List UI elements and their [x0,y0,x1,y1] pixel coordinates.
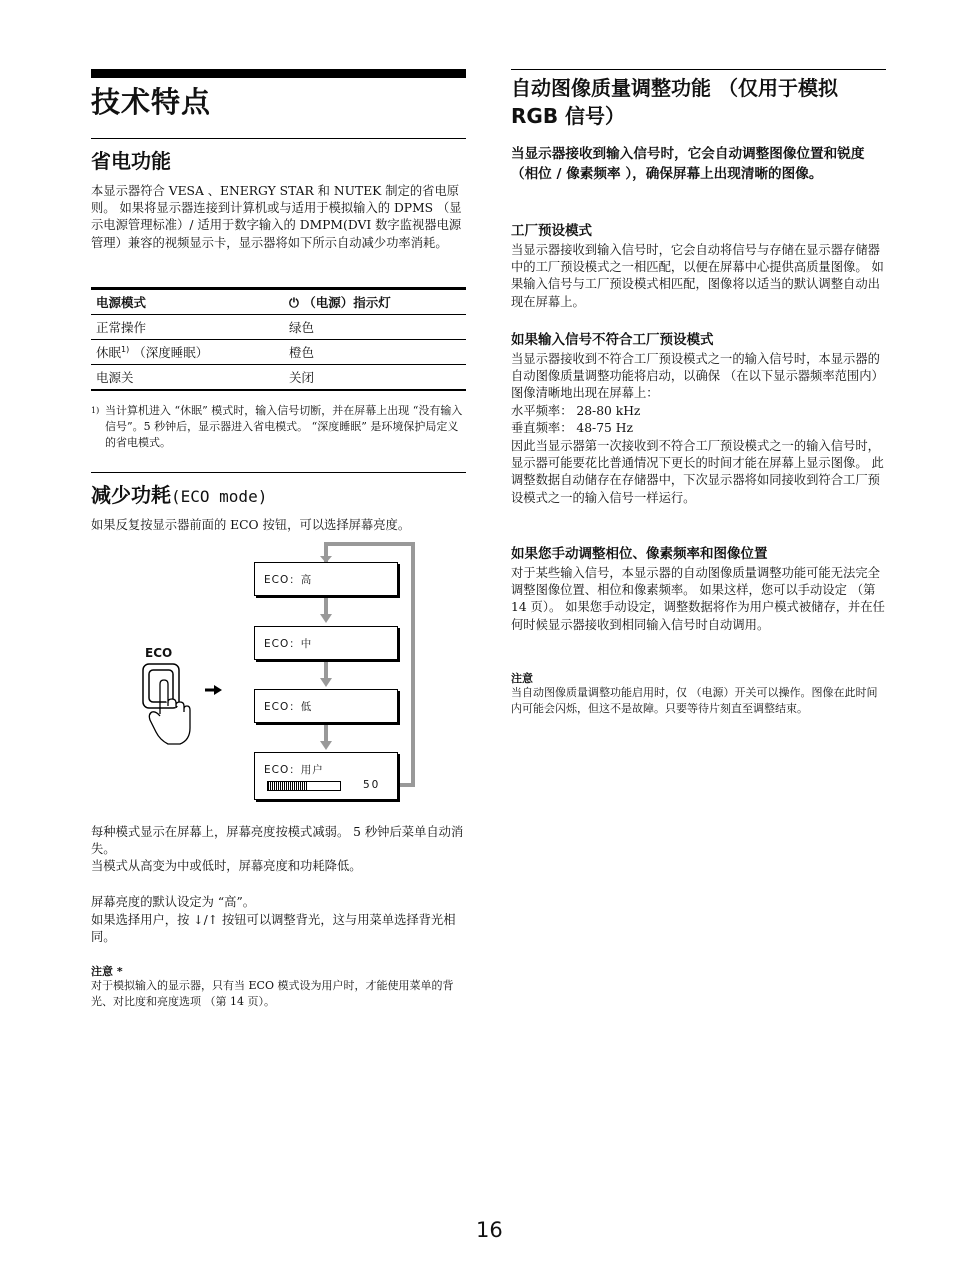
eco-mode-medium: ECO：中 [254,626,398,660]
table-cell: 正常操作 [91,315,284,340]
eco-note-title: 注意 * [91,965,123,978]
eco-intro: 如果反复按显示器前面的 ECO 按钮，可以选择屏幕亮度。 [91,518,411,532]
auto-adjust-lead: 当显示器接收到输入信号时，它会自动调整图像位置和锐度 （相位 / 像素频率 ），确保屏幕上出现清晰的图像。 [511,146,865,182]
vertical-frequency: 垂直频率： 48-75 Hz [511,421,633,435]
table-cell: 休眠$^{1)}$ （深度睡眠） [91,340,284,365]
horizontal-frequency: 水平频率： 28-80 kHz [511,404,641,418]
eco-mode-high: ECO：高 [254,562,398,596]
table-cell: 关闭 [284,365,466,391]
manual-adjust-heading: 如果您手动调整相位、像素频率和图像位置 [511,546,768,562]
eco-mode-user: ECO：用户 50 [254,752,398,800]
auto-note-title: 注意 [511,672,533,685]
table-header-indicator: ⏻ （电源）指示灯 [284,289,466,315]
table-header-mode: 电源模式 [91,289,284,315]
nonmatch-heading: 如果输入信号不符合工厂预设模式 [511,332,714,348]
table-cell: 电源关 [91,365,284,391]
eco-paragraph-3: 屏幕亮度的默认设定为 “高”。 [91,895,256,909]
power-saving-heading: 省电功能 [91,149,171,173]
eco-paragraph-4: 如果选择用户，按 ↓/↑ 按钮可以调整背光，这与用菜单选择背光相同。 [91,913,456,945]
power-icon: ⏻ [289,295,299,310]
eco-note: 对于模拟输入的显示器，只有当 ECO 模式设为用户时，才能使用菜单的背光、对比度和亮度选项 （第 14 页）。 [91,979,454,1008]
manual-adjust-text: 对于某些输入信号，本显示器的自动图像质量调整功能可能无法完全调整图像位置、相位和像素频率。 如果这样，您可以手动设定 （第 14 页）。 如果您手动设定，调整数据将作为用户模式被储存，并在任何时候显示器接收到相同输入信号时自动调用。 [511,566,885,632]
nonmatch-text-1: 当显示器接收到不符合工厂预设模式之一的输入信号时，本显示器的自动图像质量调整功能将启动，以确保 （在以下显示器频率范围内）图像清晰地出现在屏幕上： [511,352,884,401]
table-cell: 绿色 [284,315,466,340]
table-cell: 橙色 [284,340,466,365]
factory-preset-text: 当显示器接收到输入信号时，它会自动将信号与存储在显示器存储器中的工厂预设模式之一相匹配，以便在屏幕中心提供高质量图像。 如果输入信号与工厂预设模式相匹配，图像将以适当的默认调整自动出现在屏幕上。 [511,243,884,309]
eco-paragraph-2: 当模式从高变为中或低时，屏幕亮度和功耗降低。 [91,859,362,873]
arrow-right-icon [205,685,222,695]
backlight-value: 50 [363,779,381,791]
section-rule [511,69,886,70]
footnote: 1) 当计算机进入 “休眠” 模式时，输入信号切断，并在屏幕上出现 “没有输入信号”。5 秒钟后，显示器进入省电模式。 “深度睡眠” 是环境保护局定义的省电模式。 [91,404,463,449]
nonmatch-text-2: 因此当显示器第一次接收到不符合工厂预设模式之一的输入信号时，显示器可能要花比普通情况下更长的时间才能在屏幕上显示图像。 此调整数据自动储存在存储器中，下次显示器将如同接收到符合工厂预设模式之一的输入信号一样运行。 [511,439,884,505]
eco-button-label: ECO [145,646,173,660]
auto-note: 当自动图像质量调整功能启用时，仅 （电源）开关可以操作。图像在此时间内可能会闪烁，但这不是故障。只要等待片刻直至调整结束。 [511,686,878,715]
page-title: 技术特点 [91,85,212,119]
auto-adjust-heading: 自动图像质量调整功能 （仅用于模拟 RGB 信号） [511,76,838,128]
eco-paragraph-1: 每种模式显示在屏幕上，屏幕亮度按模式减弱。 5 秒钟后菜单自动消失。 [91,825,464,857]
backlight-level-fill [268,782,308,790]
factory-preset-heading: 工厂预设模式 [511,223,592,239]
backlight-level-bar [267,781,341,791]
eco-mode-low: ECO：低 [254,689,398,723]
page-number: 16 [476,1218,503,1242]
eco-heading: 减少功耗(ECO mode) [91,483,268,507]
footnote-mark: 1) [121,344,130,354]
power-saving-paragraph: 本显示器符合 VESA 、ENERGY STAR 和 NUTEK 制定的省电原则。 如果将显示器连接到计算机或与适用于模拟输入的 DPMS （显示电源管理标准）/ 适用于数字输入的 DMPM(DVI 数字监视器电源管理）兼容的视频显示卡，显示器将如下所示自动减少功率消耗。 [91,184,462,250]
